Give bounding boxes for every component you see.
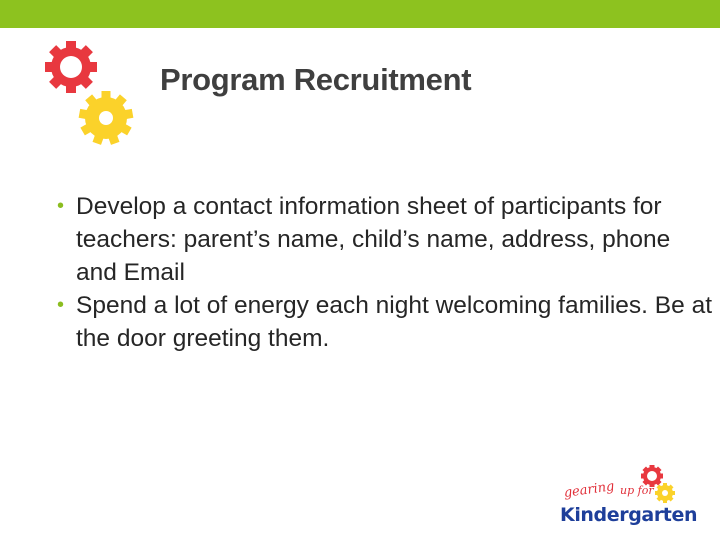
slide-title: Program Recruitment xyxy=(160,62,472,97)
logo-gears-icon xyxy=(632,462,692,504)
bullet-item xyxy=(57,289,717,355)
bullet-marker: • xyxy=(57,294,65,316)
logo-text-up-for: up for xyxy=(620,484,654,497)
gearing-up-logo xyxy=(560,462,705,532)
logo-text-kindergarten: Kindergarten xyxy=(560,504,698,526)
bullet-item xyxy=(57,190,717,289)
bullet-list xyxy=(57,190,717,355)
top-accent-bar xyxy=(0,0,720,28)
bullet-marker: • xyxy=(57,195,65,217)
logo-text-gearing: gearing xyxy=(562,479,616,501)
bullet-text: Develop a contact information sheet of participants for teachers: parent’s name, child’s name, address, phone and Email xyxy=(76,193,671,286)
bullet-text: Spend a lot of energy each night welcoming families. Be at the door greeting them. xyxy=(76,292,713,352)
gears-icon xyxy=(36,34,148,152)
